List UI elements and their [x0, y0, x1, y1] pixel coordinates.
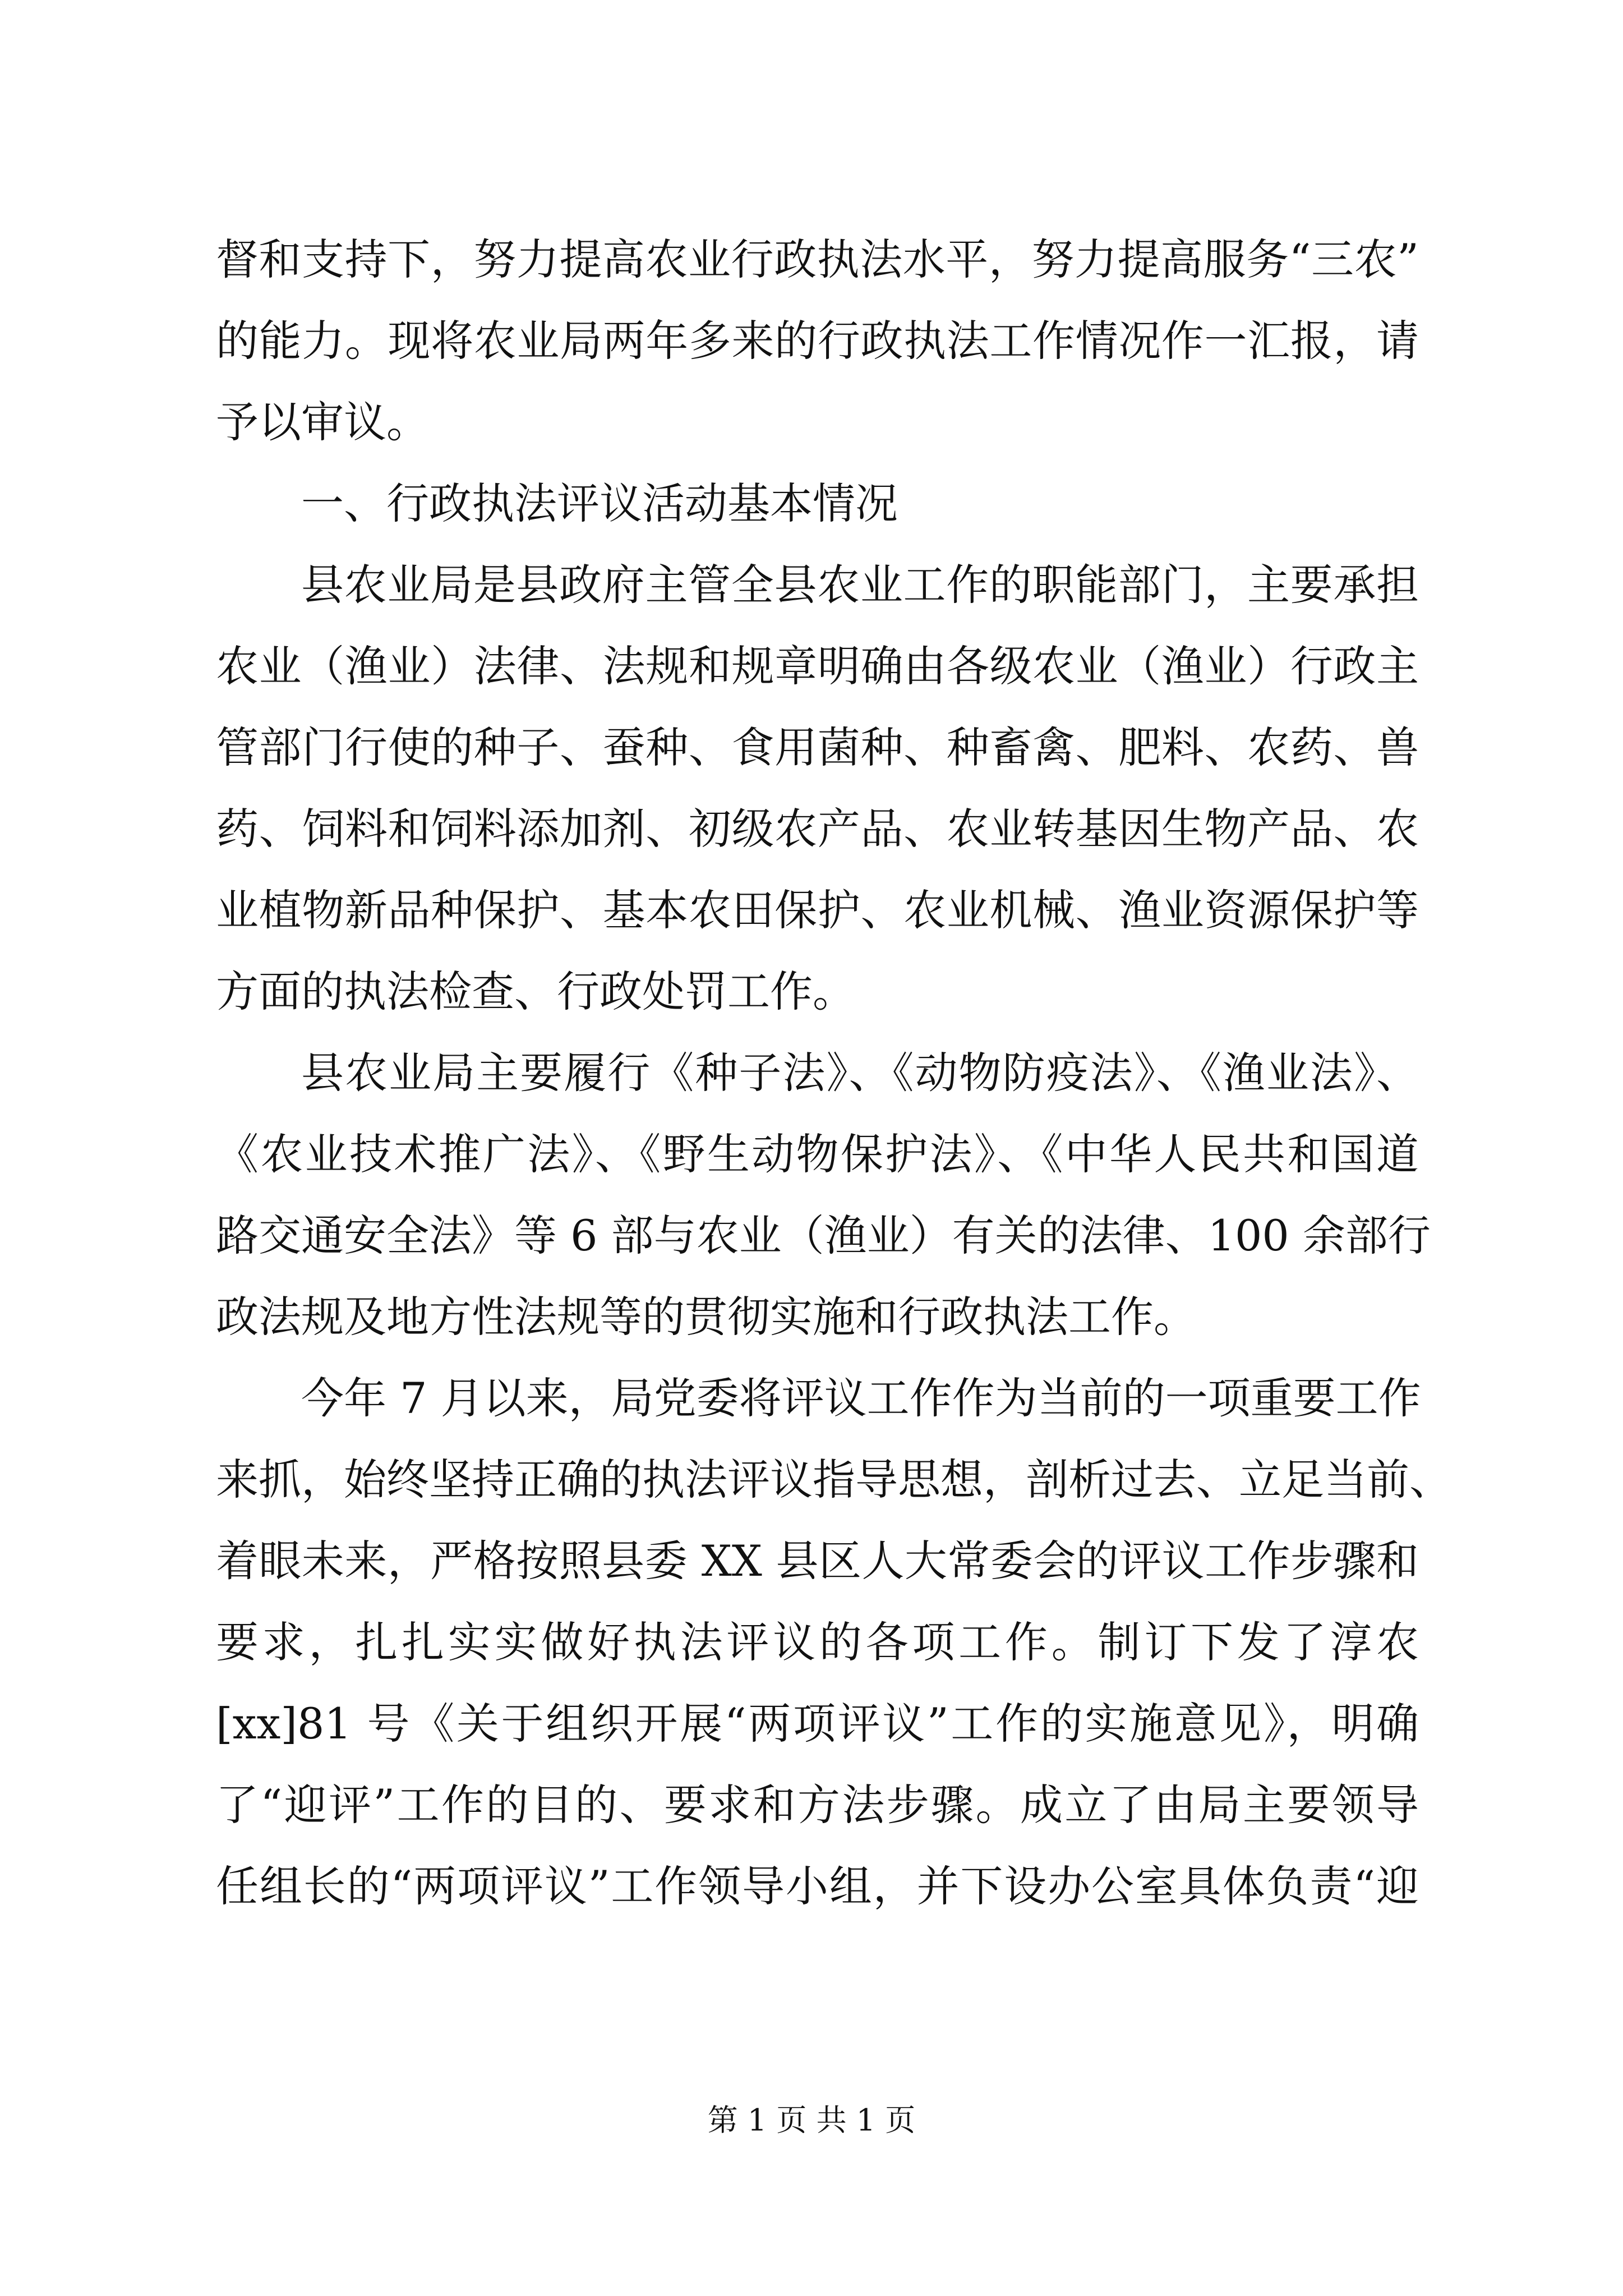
document-body [216, 219, 1452, 1927]
text-line: 《农业技术推广法》、《野生动物保护法》、《中华人民共和国道 [216, 1129, 1419, 1179]
text-line: 药、饲料和饲料添加剂、初级农产品、农业转基因生物产品、农 [216, 804, 1419, 854]
text-line: 管部门行使的种子、蚕种、食用菌种、种畜禽、肥料、农药、兽 [216, 723, 1419, 772]
text-line: 要求，扎扎实实做好执法评议的各项工作。制订下发了淳农 [216, 1617, 1419, 1667]
text-line: 来抓，始终坚持正确的执法评议指导思想，剖析过去、立足当前、 [216, 1455, 1452, 1504]
page-footer: 第 1 页 共 1 页 [707, 2102, 916, 2138]
text-line: [xx]81 号《关于组织开展“两项评议”工作的实施意见》，明确 [216, 1699, 1419, 1749]
text-line: 路交通安全法》等 6 部与农业（渔业）有关的法律、100 余部行 [216, 1211, 1431, 1260]
text-line: 业植物新品种保护、基本农田保护、农业机械、渔业资源保护等 [216, 885, 1419, 935]
text-line: 县农业局是县政府主管全县农业工作的职能部门，主要承担 [301, 560, 1419, 610]
text-line: 政法规及地方性法规等的贯彻实施和行政执法工作。 [216, 1292, 1196, 1342]
text-line: 着眼未来，严格按照县委 XX 县区人大常委会的评议工作步骤和 [216, 1536, 1419, 1586]
text-line: 督和支持下，努力提高农业行政执法水平，努力提高服务“三农” [216, 234, 1419, 284]
text-line: 的能力。现将农业局两年多来的行政执法工作情况作一汇报，请 [216, 316, 1419, 366]
text-line: 方面的执法检查、行政处罚工作。 [216, 967, 855, 1016]
text-line: 县农业局主要履行《种子法》、《动物防疫法》、《渔业法》、 [301, 1048, 1419, 1098]
text-line: 今年 7 月以来，局党委将评议工作作为当前的一项重要工作 [301, 1373, 1421, 1423]
text-line: 予以审议。 [216, 397, 429, 447]
text-line: 了“迎评”工作的目的、要求和方法步骤。成立了由局主要领导 [216, 1780, 1419, 1830]
text-line: 任组长的“两项评议”工作领导小组，并下设办公室具体负责“迎 [216, 1861, 1419, 1911]
text-line: 农业（渔业）法律、法规和规章明确由各级农业（渔业）行政主 [216, 641, 1419, 691]
text-line: 一、行政执法评议活动基本情况 [301, 478, 898, 528]
